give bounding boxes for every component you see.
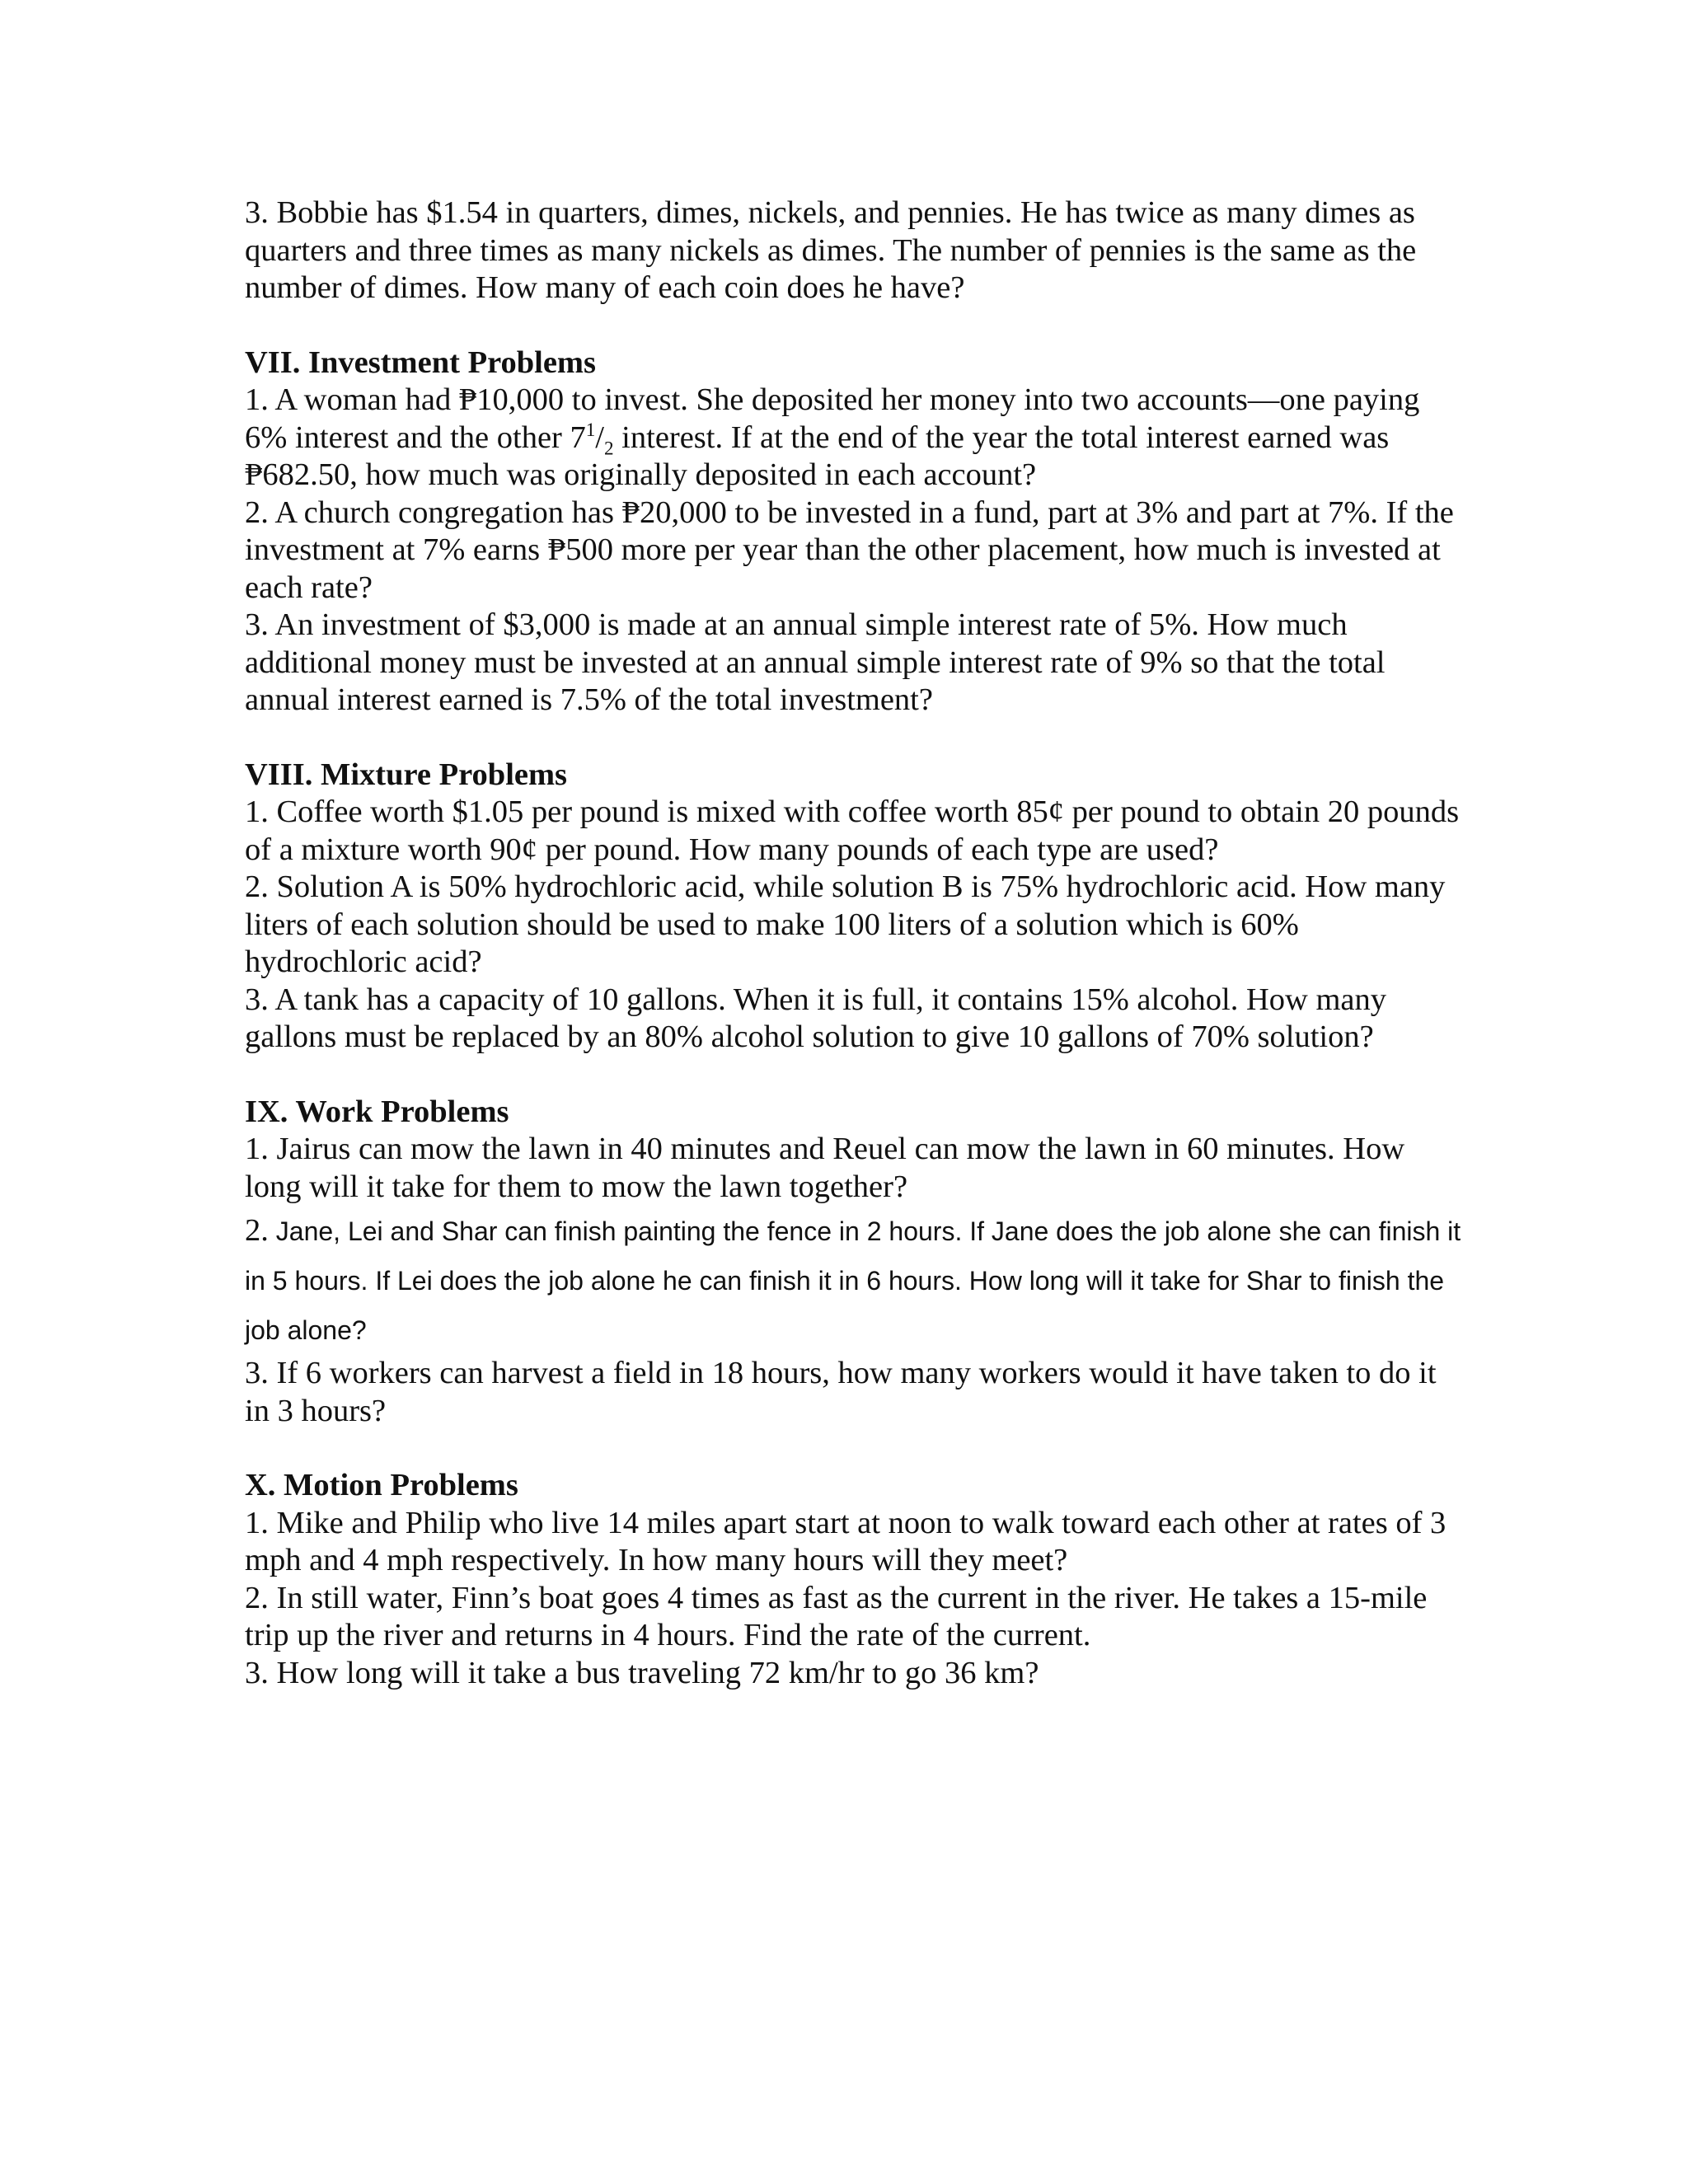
motion-problem-1: 1. Mike and Philip who live 14 miles apart start at noon to walk toward each other at rates of 3 mph and 4 mph respectively. In how many hours will they meet?: [245, 1505, 1447, 1577]
investment-heading: VII. Investment Problems: [245, 344, 596, 380]
investment-problem-1-text-a: 1. A woman had ₱10,000 to invest. She deposited her money into two accounts—one paying 6% interest and the other 7: [245, 382, 1420, 455]
fraction-slash: /: [595, 419, 604, 455]
mixture-problem-2: 2. Solution A is 50% hydrochloric acid, while solution B is 75% hydrochloric acid. How many liters of each solution should be used to make 100 liters of a solution which is 60% hydrochloric acid?: [245, 869, 1446, 979]
mixture-section: [245, 757, 1465, 1057]
investment-problem-2: 2. A church congregation has ₱20,000 to be invested in a fund, part at 3% and part at 7%. If the investment at 7% earns ₱500 more per year than the other placement, how much is invested at each rate?: [245, 494, 1454, 605]
investment-problem-3: 3. An investment of $3,000 is made at an annual simple interest rate of 5%. How much additional money must be invested at an annual simple interest rate of 9% so that the total annual interest earned is 7.5% of the total investment?: [245, 607, 1386, 717]
fraction-denominator: 2: [604, 437, 614, 459]
work-problem-2-text: Jane, Lei and Shar can finish painting the fence in 2 hours. If Jane does the job alone she can finish it in 5 hours. If Lei does the job alone he can finish it in 6 hours. How long will it take for Shar to finish the job alone?: [245, 1216, 1461, 1345]
fraction-numerator: 1: [585, 418, 596, 440]
motion-section: [245, 1467, 1465, 1692]
work-problem-3: 3. If 6 workers can harvest a field in 18 hours, how many workers would it have taken to do it in 3 hours?: [245, 1356, 1437, 1428]
motion-problem-2: 2. In still water, Finn’s boat goes 4 times as fast as the current in the river. He takes a 15-mile trip up the river and returns in 4 hours. Find the rate of the current.: [245, 1580, 1428, 1652]
mixture-problem-3: 3. A tank has a capacity of 10 gallons. When it is full, it contains 15% alcohol. How many gallons must be replaced by an 80% alcohol solution to give 10 gallons of 70% solution?: [245, 982, 1387, 1054]
work-heading: IX. Work Problems: [245, 1094, 509, 1129]
mixture-problem-1: 1. Coffee worth $1.05 per pound is mixed with coffee worth 85¢ per pound to obtain 20 pounds of a mixture worth 90¢ per pound. How many pounds of each type are used?: [245, 794, 1460, 867]
mixture-heading: VIII. Mixture Problems: [245, 757, 568, 792]
work-problem-1: 1. Jairus can mow the lawn in 40 minutes and Reuel can mow the lawn in 60 minutes. How long will it take for them to mow the lawn together?: [245, 1132, 1405, 1204]
work-problem-2: [245, 1206, 1465, 1355]
motion-heading: X. Motion Problems: [245, 1468, 518, 1502]
work-section: [245, 1094, 1465, 1431]
motion-problem-3: 3. How long will it take a bus traveling 72 km/hr to go 36 km?: [245, 1655, 1039, 1690]
investment-problem-1: [245, 382, 1465, 494]
investment-problem-1-text-b: interest. If at the end of the year the total interest earned was ₱682.50, how much was originally deposited in each account?: [245, 419, 1390, 492]
investment-section: [245, 344, 1465, 719]
document-page: [245, 194, 1465, 1692]
work-problem-2-number: 2.: [245, 1213, 269, 1248]
coin-problem-3: 3. Bobbie has $1.54 in quarters, dimes, nickels, and pennies. He has twice as many dimes as quarters and three times as many nickels as dimes. The number of pennies is the same as the number of dimes. How many of each coin does he have?: [245, 195, 1417, 305]
